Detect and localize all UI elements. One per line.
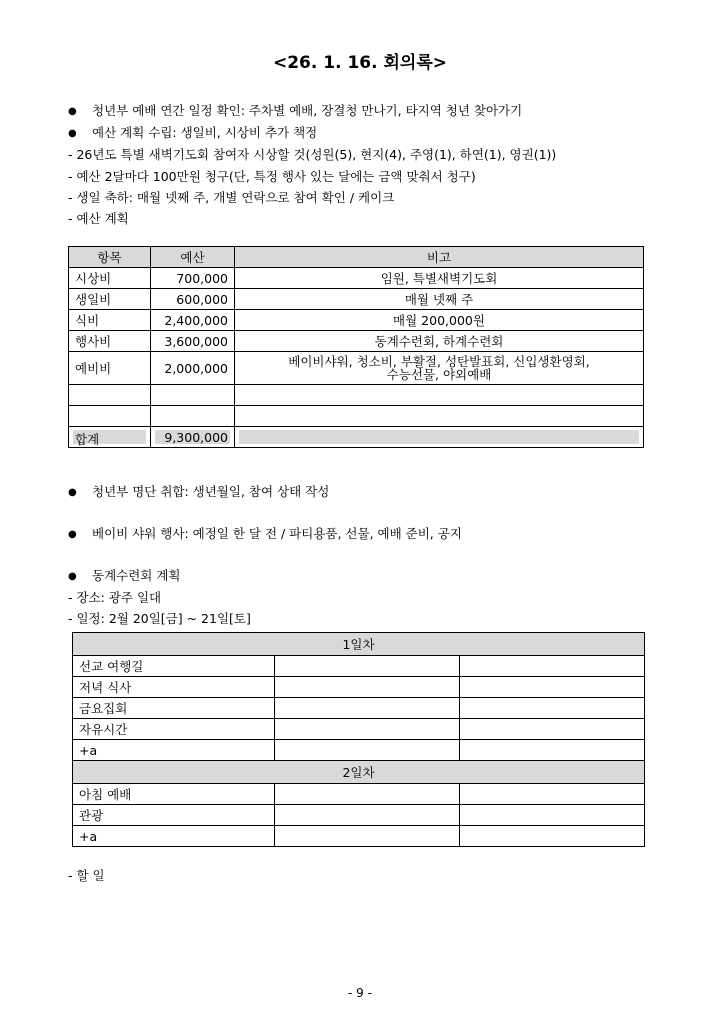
table-cell <box>235 385 644 406</box>
table-cell: 매월 200,000원 <box>235 310 644 331</box>
table-cell <box>275 826 460 847</box>
table-cell: 2,000,000 <box>151 352 235 385</box>
day-header-row <box>73 761 645 784</box>
dash-line: - 26년도 특별 새벽기도회 참여자 시상할 것(성원(5), 현지(4), 주영(1), 하연(1), 영권(1)) <box>68 147 557 162</box>
table-cell: 매월 넷째 주 <box>235 289 644 310</box>
table-cell: 예비비 <box>69 352 151 385</box>
page-number: - 9 - <box>348 986 372 1000</box>
table-row <box>73 740 645 761</box>
dash-line: - 예산 2달마다 100만원 청구(단, 특정 행사 있는 달에는 금액 맞춰서 청구) <box>68 169 476 184</box>
table-cell <box>151 385 235 406</box>
table-cell <box>460 698 645 719</box>
table-cell: 아침 예배 <box>73 784 275 805</box>
table-cell <box>275 677 460 698</box>
table-cell: 시상비 <box>69 268 151 289</box>
table-header-cell: 항목 <box>69 247 151 268</box>
total-label <box>69 427 151 448</box>
page-title: <26. 1. 16. 회의록> <box>272 53 448 73</box>
table-total-row <box>69 427 644 448</box>
table-row <box>73 677 645 698</box>
total-label-text: 합계 <box>73 430 146 444</box>
table-cell: 3,600,000 <box>151 331 235 352</box>
total-value-text: 9,300,000 <box>155 430 230 444</box>
table-cell: +a <box>73 826 275 847</box>
table-cell: 동계수련회, 하계수련회 <box>235 331 644 352</box>
table-cell <box>235 352 644 385</box>
table-row <box>73 805 645 826</box>
table-cell: +a <box>73 740 275 761</box>
table-row <box>69 268 644 289</box>
table-row <box>69 331 644 352</box>
bullet-line: ● 베이비 샤워 행사: 예정일 한 달 전 / 파티용품, 선물, 예배 준비, 공지 <box>68 524 462 542</box>
table-row <box>73 698 645 719</box>
table-cell <box>460 719 645 740</box>
table-cell: 600,000 <box>151 289 235 310</box>
table-cell: 2,400,000 <box>151 310 235 331</box>
table-cell <box>460 805 645 826</box>
table-cell: 임원, 특별새벽기도회 <box>235 268 644 289</box>
table-header-cell: 비고 <box>235 247 644 268</box>
table-cell: 생일비 <box>69 289 151 310</box>
table-cell-line: 베이비샤워, 청소비, 부활절, 성탄발표회, 신입생환영회, <box>288 354 590 369</box>
table-row <box>73 784 645 805</box>
table-cell: 저녁 식사 <box>73 677 275 698</box>
table-cell: 선교 여행길 <box>73 656 275 677</box>
total-note-shade <box>239 430 639 444</box>
table-cell <box>275 698 460 719</box>
bullet-line: ● 동계수련회 계획 <box>68 566 181 584</box>
table-cell <box>275 784 460 805</box>
table-cell <box>235 406 644 427</box>
dash-line: - 예산 계획 <box>68 211 129 226</box>
table-row <box>73 719 645 740</box>
table-cell: 식비 <box>69 310 151 331</box>
dash-line: - 생일 축하: 매월 넷째 주, 개별 연락으로 참여 확인 / 케이크 <box>68 190 395 205</box>
table-cell: 행사비 <box>69 331 151 352</box>
total-value <box>151 427 235 448</box>
table-cell <box>460 740 645 761</box>
todo-line: - 할 일 <box>68 868 105 883</box>
table-row <box>69 385 644 406</box>
table-cell <box>151 406 235 427</box>
table-row <box>73 656 645 677</box>
total-note <box>235 427 644 448</box>
camp-date: - 일정: 2월 20일[금] ~ 21일[토] <box>68 611 251 626</box>
table-row <box>69 310 644 331</box>
table-cell <box>460 677 645 698</box>
camp-schedule-table <box>72 632 645 847</box>
bullet-line: ● 청년부 예배 연간 일정 확인: 주차별 예배, 장결청 만나기, 타지역 청년 찾아가기 <box>68 101 522 119</box>
table-cell <box>69 406 151 427</box>
table-cell: 관광 <box>73 805 275 826</box>
table-cell: 자유시간 <box>73 719 275 740</box>
table-cell <box>275 656 460 677</box>
bullet-line: ● 청년부 명단 취합: 생년월일, 참여 상태 작성 <box>68 482 329 500</box>
table-cell <box>460 656 645 677</box>
table-row <box>69 289 644 310</box>
table-cell <box>460 826 645 847</box>
table-cell <box>275 719 460 740</box>
table-row <box>69 406 644 427</box>
table-header-cell: 예산 <box>151 247 235 268</box>
camp-place: - 장소: 광주 일대 <box>68 590 162 605</box>
table-header-row <box>69 247 644 268</box>
table-cell: 700,000 <box>151 268 235 289</box>
table-cell <box>275 740 460 761</box>
day1-header: 1일차 <box>73 633 645 656</box>
day-header-row <box>73 633 645 656</box>
table-cell: 금요집회 <box>73 698 275 719</box>
table-cell <box>69 385 151 406</box>
table-row <box>69 352 644 385</box>
bullet-line: ● 예산 계획 수립: 생일비, 시상비 추가 책정 <box>68 123 317 141</box>
table-row <box>73 826 645 847</box>
day2-header: 2일차 <box>73 761 645 784</box>
table-cell-line: 수능선물, 야외예배 <box>386 367 492 382</box>
table-cell <box>275 805 460 826</box>
table-cell <box>460 784 645 805</box>
budget-table <box>68 246 644 448</box>
